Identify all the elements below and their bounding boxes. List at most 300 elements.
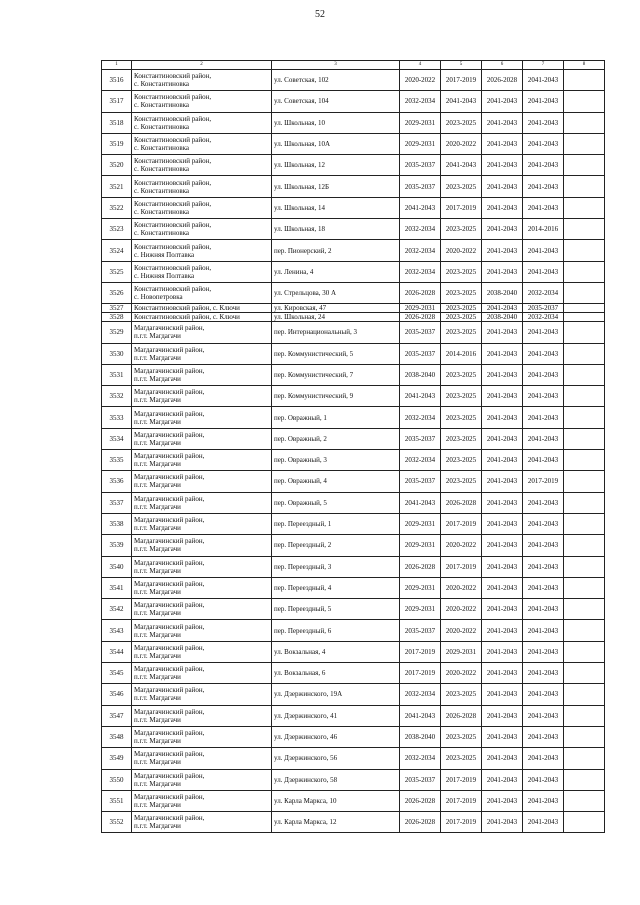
- settlement-name: п.г.т. Магдагачи: [134, 524, 181, 533]
- address-cell: ул. Вокзальная, 6: [272, 663, 400, 684]
- settlement-name: с. Константиновка: [134, 165, 190, 174]
- period-cell: 2038-2040: [400, 726, 441, 747]
- address-cell: пер. Коммунистический, 9: [272, 386, 400, 407]
- period-cell: [564, 176, 605, 197]
- period-cell: [564, 748, 605, 769]
- address-cell: пер. Коммунистический, 5: [272, 343, 400, 364]
- period-cell: [564, 663, 605, 684]
- district-name: Константиновский район,: [134, 285, 212, 294]
- table-row: [102, 112, 605, 133]
- row-number: 3517: [102, 91, 132, 112]
- settlement-cell: [132, 513, 272, 534]
- district-name: Магдагачинский район,: [134, 792, 205, 801]
- period-cell: 2041-2043: [441, 91, 482, 112]
- table-row: [102, 471, 605, 492]
- district-name: Магдагачинский район,: [134, 729, 205, 738]
- settlement-name: с. Константиновка: [134, 186, 190, 195]
- settlement-cell: [132, 304, 272, 313]
- period-cell: 2023-2025: [441, 428, 482, 449]
- table-row: [102, 790, 605, 811]
- period-cell: 2041-2043: [523, 197, 564, 218]
- table-row: [102, 641, 605, 662]
- settlement-cell: [132, 492, 272, 513]
- column-header: 1: [102, 61, 132, 70]
- district-name: Магдагачинский район,: [134, 686, 205, 695]
- address-cell: ул. Школьная, 24: [272, 313, 400, 322]
- period-cell: 2041-2043: [482, 91, 523, 112]
- table-row: [102, 304, 605, 313]
- row-number: 3542: [102, 599, 132, 620]
- register-table: [101, 60, 605, 833]
- period-cell: [564, 641, 605, 662]
- row-number: 3518: [102, 112, 132, 133]
- settlement-name: п.г.т. Магдагачи: [134, 630, 181, 639]
- table-row: [102, 282, 605, 303]
- row-number: 3533: [102, 407, 132, 428]
- settlement-cell: [132, 176, 272, 197]
- settlement-cell: [132, 364, 272, 385]
- period-cell: [564, 313, 605, 322]
- period-cell: 2014-2016: [441, 343, 482, 364]
- period-cell: [564, 812, 605, 833]
- period-cell: 2041-2043: [482, 471, 523, 492]
- period-cell: [564, 450, 605, 471]
- period-cell: 2041-2043: [482, 240, 523, 261]
- settlement-cell: [132, 620, 272, 641]
- period-cell: 2041-2043: [523, 70, 564, 91]
- period-cell: 2041-2043: [482, 641, 523, 662]
- period-cell: [564, 556, 605, 577]
- period-cell: 2041-2043: [523, 428, 564, 449]
- period-cell: [564, 599, 605, 620]
- period-cell: 2041-2043: [482, 620, 523, 641]
- period-cell: [564, 620, 605, 641]
- table-row: [102, 240, 605, 261]
- period-cell: 2041-2043: [523, 663, 564, 684]
- period-cell: 2041-2043: [482, 386, 523, 407]
- period-cell: 2041-2043: [482, 304, 523, 313]
- period-cell: 2041-2043: [523, 684, 564, 705]
- period-cell: 2041-2043: [482, 684, 523, 705]
- table-row: [102, 535, 605, 556]
- period-cell: 2020-2022: [441, 577, 482, 598]
- district-name: Константиновский район,: [134, 93, 212, 102]
- period-cell: 2029-2031: [441, 641, 482, 662]
- period-cell: [564, 407, 605, 428]
- period-cell: 2023-2025: [441, 386, 482, 407]
- address-cell: пер. Овражный, 5: [272, 492, 400, 513]
- row-number: 3546: [102, 684, 132, 705]
- period-cell: 2041-2043: [523, 705, 564, 726]
- address-cell: ул. Школьная, 10А: [272, 133, 400, 154]
- period-cell: 2017-2019: [400, 663, 441, 684]
- period-cell: 2041-2043: [482, 705, 523, 726]
- settlement-cell: [132, 343, 272, 364]
- period-cell: 2023-2025: [441, 304, 482, 313]
- address-cell: ул. Стрельцова, 30 А: [272, 282, 400, 303]
- table-row: [102, 322, 605, 343]
- period-cell: 2041-2043: [400, 386, 441, 407]
- column-header: 2: [132, 61, 272, 70]
- period-cell: 2041-2043: [482, 812, 523, 833]
- settlement-name: с. Новопетровка: [134, 293, 183, 302]
- period-cell: 2020-2022: [441, 133, 482, 154]
- address-cell: пер. Переездный, 1: [272, 513, 400, 534]
- column-header: 4: [400, 61, 441, 70]
- settlement-name: с. Константиновка: [134, 80, 190, 89]
- period-cell: [564, 197, 605, 218]
- period-cell: 2035-2037: [400, 620, 441, 641]
- settlement-name: п.г.т. Магдагачи: [134, 609, 181, 618]
- table-row: [102, 155, 605, 176]
- period-cell: 2032-2034: [523, 313, 564, 322]
- district-name: Константиновский район,: [134, 136, 212, 145]
- page-number: 52: [315, 9, 325, 20]
- period-cell: 2041-2043: [523, 322, 564, 343]
- row-number: 3516: [102, 70, 132, 91]
- address-cell: ул. Школьная, 18: [272, 219, 400, 240]
- period-cell: 2026-2028: [482, 70, 523, 91]
- settlement-cell: [132, 471, 272, 492]
- period-cell: [564, 684, 605, 705]
- district-name: Магдагачинский район,: [134, 324, 205, 333]
- address-cell: пер. Овражный, 2: [272, 428, 400, 449]
- period-cell: [564, 112, 605, 133]
- period-cell: 2026-2028: [400, 282, 441, 303]
- row-number: 3548: [102, 726, 132, 747]
- period-cell: 2041-2043: [482, 261, 523, 282]
- address-cell: пер. Переездный, 2: [272, 535, 400, 556]
- period-cell: 2041-2043: [482, 577, 523, 598]
- district-name: Магдагачинский район,: [134, 473, 205, 482]
- period-cell: [564, 577, 605, 598]
- row-number: 3547: [102, 705, 132, 726]
- period-cell: 2023-2025: [441, 261, 482, 282]
- settlement-name: п.г.т. Магдагачи: [134, 332, 181, 341]
- address-cell: ул. Дзержинского, 56: [272, 748, 400, 769]
- settlement-cell: [132, 91, 272, 112]
- period-cell: 2041-2043: [482, 407, 523, 428]
- period-cell: 2032-2034: [400, 219, 441, 240]
- settlement-cell: [132, 133, 272, 154]
- settlement-name: п.г.т. Магдагачи: [134, 545, 181, 554]
- address-cell: пер. Переездный, 4: [272, 577, 400, 598]
- settlement-name: п.г.т. Магдагачи: [134, 758, 181, 767]
- district-name: Магдагачинский район,: [134, 771, 205, 780]
- period-cell: 2041-2043: [482, 155, 523, 176]
- address-cell: пер. Переездный, 6: [272, 620, 400, 641]
- period-cell: [564, 155, 605, 176]
- period-cell: 2026-2028: [400, 313, 441, 322]
- period-cell: 2035-2037: [400, 471, 441, 492]
- column-header: 7: [523, 61, 564, 70]
- period-cell: 2023-2025: [441, 450, 482, 471]
- district-name: Магдагачинский район,: [134, 707, 205, 716]
- period-cell: [564, 282, 605, 303]
- settlement-cell: [132, 261, 272, 282]
- table-row: [102, 428, 605, 449]
- address-cell: ул. Дзержинского, 58: [272, 769, 400, 790]
- row-number: 3540: [102, 556, 132, 577]
- district-name: Константиновский район, с. Ключи: [134, 313, 240, 322]
- settlement-name: с. Константиновка: [134, 207, 190, 216]
- district-name: Магдагачинский район,: [134, 409, 205, 418]
- row-number: 3541: [102, 577, 132, 598]
- period-cell: 2041-2043: [482, 492, 523, 513]
- settlement-cell: [132, 240, 272, 261]
- settlement-cell: [132, 663, 272, 684]
- period-cell: 2038-2040: [400, 364, 441, 385]
- period-cell: 2026-2028: [400, 556, 441, 577]
- settlement-cell: [132, 282, 272, 303]
- period-cell: 2041-2043: [482, 112, 523, 133]
- period-cell: 2041-2043: [523, 641, 564, 662]
- period-cell: 2041-2043: [482, 219, 523, 240]
- period-cell: 2041-2043: [482, 343, 523, 364]
- period-cell: [564, 240, 605, 261]
- settlement-name: с. Константиновка: [134, 101, 190, 110]
- district-name: Магдагачинский район,: [134, 665, 205, 674]
- period-cell: 2035-2037: [400, 769, 441, 790]
- row-number: 3550: [102, 769, 132, 790]
- district-name: Магдагачинский район,: [134, 430, 205, 439]
- address-cell: ул. Ленина, 4: [272, 261, 400, 282]
- settlement-name: с. Константиновка: [134, 229, 190, 238]
- settlement-cell: [132, 790, 272, 811]
- period-cell: 2041-2043: [482, 450, 523, 471]
- settlement-name: п.г.т. Магдагачи: [134, 460, 181, 469]
- address-cell: ул. Карла Маркса, 12: [272, 812, 400, 833]
- period-cell: 2017-2019: [441, 556, 482, 577]
- row-number: 3529: [102, 322, 132, 343]
- period-cell: 2041-2043: [523, 91, 564, 112]
- table-body: [102, 61, 605, 833]
- settlement-name: с. Нижняя Полтавка: [134, 271, 195, 280]
- period-cell: 2032-2034: [400, 450, 441, 471]
- period-cell: 2041-2043: [482, 663, 523, 684]
- settlement-cell: [132, 556, 272, 577]
- settlement-name: п.г.т. Магдагачи: [134, 587, 181, 596]
- table-row: [102, 176, 605, 197]
- address-cell: пер. Коммунистический, 7: [272, 364, 400, 385]
- address-cell: ул. Дзержинского, 41: [272, 705, 400, 726]
- row-number: 3545: [102, 663, 132, 684]
- period-cell: 2041-2043: [523, 556, 564, 577]
- period-cell: 2026-2028: [441, 492, 482, 513]
- period-cell: 2041-2043: [523, 599, 564, 620]
- period-cell: [564, 790, 605, 811]
- period-cell: 2023-2025: [441, 112, 482, 133]
- period-cell: 2032-2034: [400, 684, 441, 705]
- district-name: Магдагачинский район,: [134, 345, 205, 354]
- period-cell: 2023-2025: [441, 726, 482, 747]
- settlement-cell: [132, 197, 272, 218]
- period-cell: 2020-2022: [441, 620, 482, 641]
- period-cell: 2029-2031: [400, 535, 441, 556]
- row-number: 3523: [102, 219, 132, 240]
- period-cell: 2032-2034: [400, 91, 441, 112]
- district-name: Константиновский район,: [134, 72, 212, 81]
- row-number: 3527: [102, 304, 132, 313]
- settlement-cell: [132, 70, 272, 91]
- period-cell: 2023-2025: [441, 364, 482, 385]
- period-cell: 2029-2031: [400, 304, 441, 313]
- settlement-name: п.г.т. Магдагачи: [134, 737, 181, 746]
- period-cell: [564, 513, 605, 534]
- row-number: 3534: [102, 428, 132, 449]
- period-cell: 2041-2043: [441, 155, 482, 176]
- period-cell: 2023-2025: [441, 219, 482, 240]
- row-number: 3535: [102, 450, 132, 471]
- table-row: [102, 492, 605, 513]
- period-cell: 2041-2043: [400, 197, 441, 218]
- row-number: 3539: [102, 535, 132, 556]
- period-cell: 2023-2025: [441, 684, 482, 705]
- period-cell: 2041-2043: [523, 364, 564, 385]
- period-cell: [564, 219, 605, 240]
- district-name: Магдагачинский район,: [134, 814, 205, 823]
- table-row: [102, 577, 605, 598]
- period-cell: [564, 261, 605, 282]
- district-name: Магдагачинский район,: [134, 367, 205, 375]
- period-cell: 2038-2040: [482, 282, 523, 303]
- table-row: [102, 364, 605, 385]
- period-cell: [564, 726, 605, 747]
- period-cell: 2041-2043: [523, 726, 564, 747]
- period-cell: 2035-2037: [400, 322, 441, 343]
- settlement-name: с. Нижняя Полтавка: [134, 250, 195, 259]
- settlement-name: п.г.т. Магдагачи: [134, 438, 181, 447]
- district-name: Константиновский район,: [134, 242, 212, 251]
- row-number: 3521: [102, 176, 132, 197]
- period-cell: 2023-2025: [441, 313, 482, 322]
- period-cell: 2023-2025: [441, 471, 482, 492]
- period-cell: 2041-2043: [400, 492, 441, 513]
- settlement-cell: [132, 428, 272, 449]
- period-cell: 2041-2043: [482, 726, 523, 747]
- settlement-name: п.г.т. Магдагачи: [134, 566, 181, 575]
- table-row: [102, 556, 605, 577]
- period-cell: 2041-2043: [523, 112, 564, 133]
- settlement-name: п.г.т. Магдагачи: [134, 353, 181, 362]
- settlement-name: п.г.т. Магдагачи: [134, 481, 181, 490]
- address-cell: ул. Дзержинского, 46: [272, 726, 400, 747]
- row-number: 3526: [102, 282, 132, 303]
- row-number: 3530: [102, 343, 132, 364]
- period-cell: 2020-2022: [441, 240, 482, 261]
- table-row: [102, 313, 605, 322]
- settlement-name: п.г.т. Магдагачи: [134, 800, 181, 809]
- period-cell: 2032-2034: [523, 282, 564, 303]
- period-cell: [564, 322, 605, 343]
- district-name: Магдагачинский район,: [134, 558, 205, 567]
- row-number: 3531: [102, 364, 132, 385]
- row-number: 3544: [102, 641, 132, 662]
- period-cell: 2041-2043: [482, 176, 523, 197]
- district-name: Константиновский район, с. Ключи: [134, 304, 240, 313]
- period-cell: 2023-2025: [441, 407, 482, 428]
- period-cell: 2041-2043: [482, 513, 523, 534]
- period-cell: 2041-2043: [482, 790, 523, 811]
- period-cell: 2017-2019: [441, 70, 482, 91]
- period-cell: 2017-2019: [441, 812, 482, 833]
- period-cell: 2035-2037: [523, 304, 564, 313]
- settlement-cell: [132, 748, 272, 769]
- table-row: [102, 407, 605, 428]
- table-row: [102, 663, 605, 684]
- period-cell: 2041-2043: [523, 386, 564, 407]
- settlement-cell: [132, 577, 272, 598]
- period-cell: 2029-2031: [400, 577, 441, 598]
- period-cell: [564, 304, 605, 313]
- district-name: Магдагачинский район,: [134, 494, 205, 503]
- period-cell: 2041-2043: [523, 176, 564, 197]
- period-cell: 2041-2043: [523, 513, 564, 534]
- table-row: [102, 133, 605, 154]
- district-name: Константиновский район,: [134, 221, 212, 230]
- address-cell: пер. Интернациональный, 3: [272, 322, 400, 343]
- settlement-cell: [132, 641, 272, 662]
- period-cell: [564, 428, 605, 449]
- period-cell: 2029-2031: [400, 112, 441, 133]
- address-cell: пер. Овражный, 4: [272, 471, 400, 492]
- row-number: 3528: [102, 313, 132, 322]
- address-cell: пер. Переездный, 5: [272, 599, 400, 620]
- column-header: 3: [272, 61, 400, 70]
- settlement-cell: [132, 219, 272, 240]
- address-cell: пер. Овражный, 3: [272, 450, 400, 471]
- period-cell: 2026-2028: [400, 812, 441, 833]
- period-cell: 2041-2043: [523, 155, 564, 176]
- period-cell: [564, 364, 605, 385]
- table-row: [102, 812, 605, 833]
- period-cell: 2041-2043: [482, 535, 523, 556]
- address-cell: ул. Школьная, 12: [272, 155, 400, 176]
- period-cell: 2041-2043: [482, 322, 523, 343]
- period-cell: 2041-2043: [523, 407, 564, 428]
- period-cell: 2032-2034: [400, 240, 441, 261]
- settlement-cell: [132, 155, 272, 176]
- settlement-name: п.г.т. Магдагачи: [134, 715, 181, 724]
- district-name: Магдагачинский район,: [134, 579, 205, 588]
- row-number: 3522: [102, 197, 132, 218]
- period-cell: 2020-2022: [441, 663, 482, 684]
- period-cell: 2020-2022: [441, 535, 482, 556]
- district-name: Магдагачинский район,: [134, 516, 205, 525]
- settlement-cell: [132, 112, 272, 133]
- settlement-cell: [132, 322, 272, 343]
- period-cell: 2041-2043: [400, 705, 441, 726]
- period-cell: 2041-2043: [482, 428, 523, 449]
- row-number: 3519: [102, 133, 132, 154]
- row-number: 3549: [102, 748, 132, 769]
- table-row: [102, 219, 605, 240]
- period-cell: 2023-2025: [441, 282, 482, 303]
- period-cell: 2017-2019: [441, 790, 482, 811]
- address-cell: ул. Дзержинского, 19А: [272, 684, 400, 705]
- address-cell: ул. Школьная, 12Б: [272, 176, 400, 197]
- district-name: Константиновский район,: [134, 157, 212, 166]
- settlement-name: п.г.т. Магдагачи: [134, 673, 181, 682]
- period-cell: 2041-2043: [482, 556, 523, 577]
- period-cell: 2041-2043: [523, 450, 564, 471]
- period-cell: 2017-2019: [441, 769, 482, 790]
- table-row: [102, 70, 605, 91]
- period-cell: 2020-2022: [400, 70, 441, 91]
- period-cell: 2035-2037: [400, 428, 441, 449]
- period-cell: 2014-2016: [523, 219, 564, 240]
- column-header: 5: [441, 61, 482, 70]
